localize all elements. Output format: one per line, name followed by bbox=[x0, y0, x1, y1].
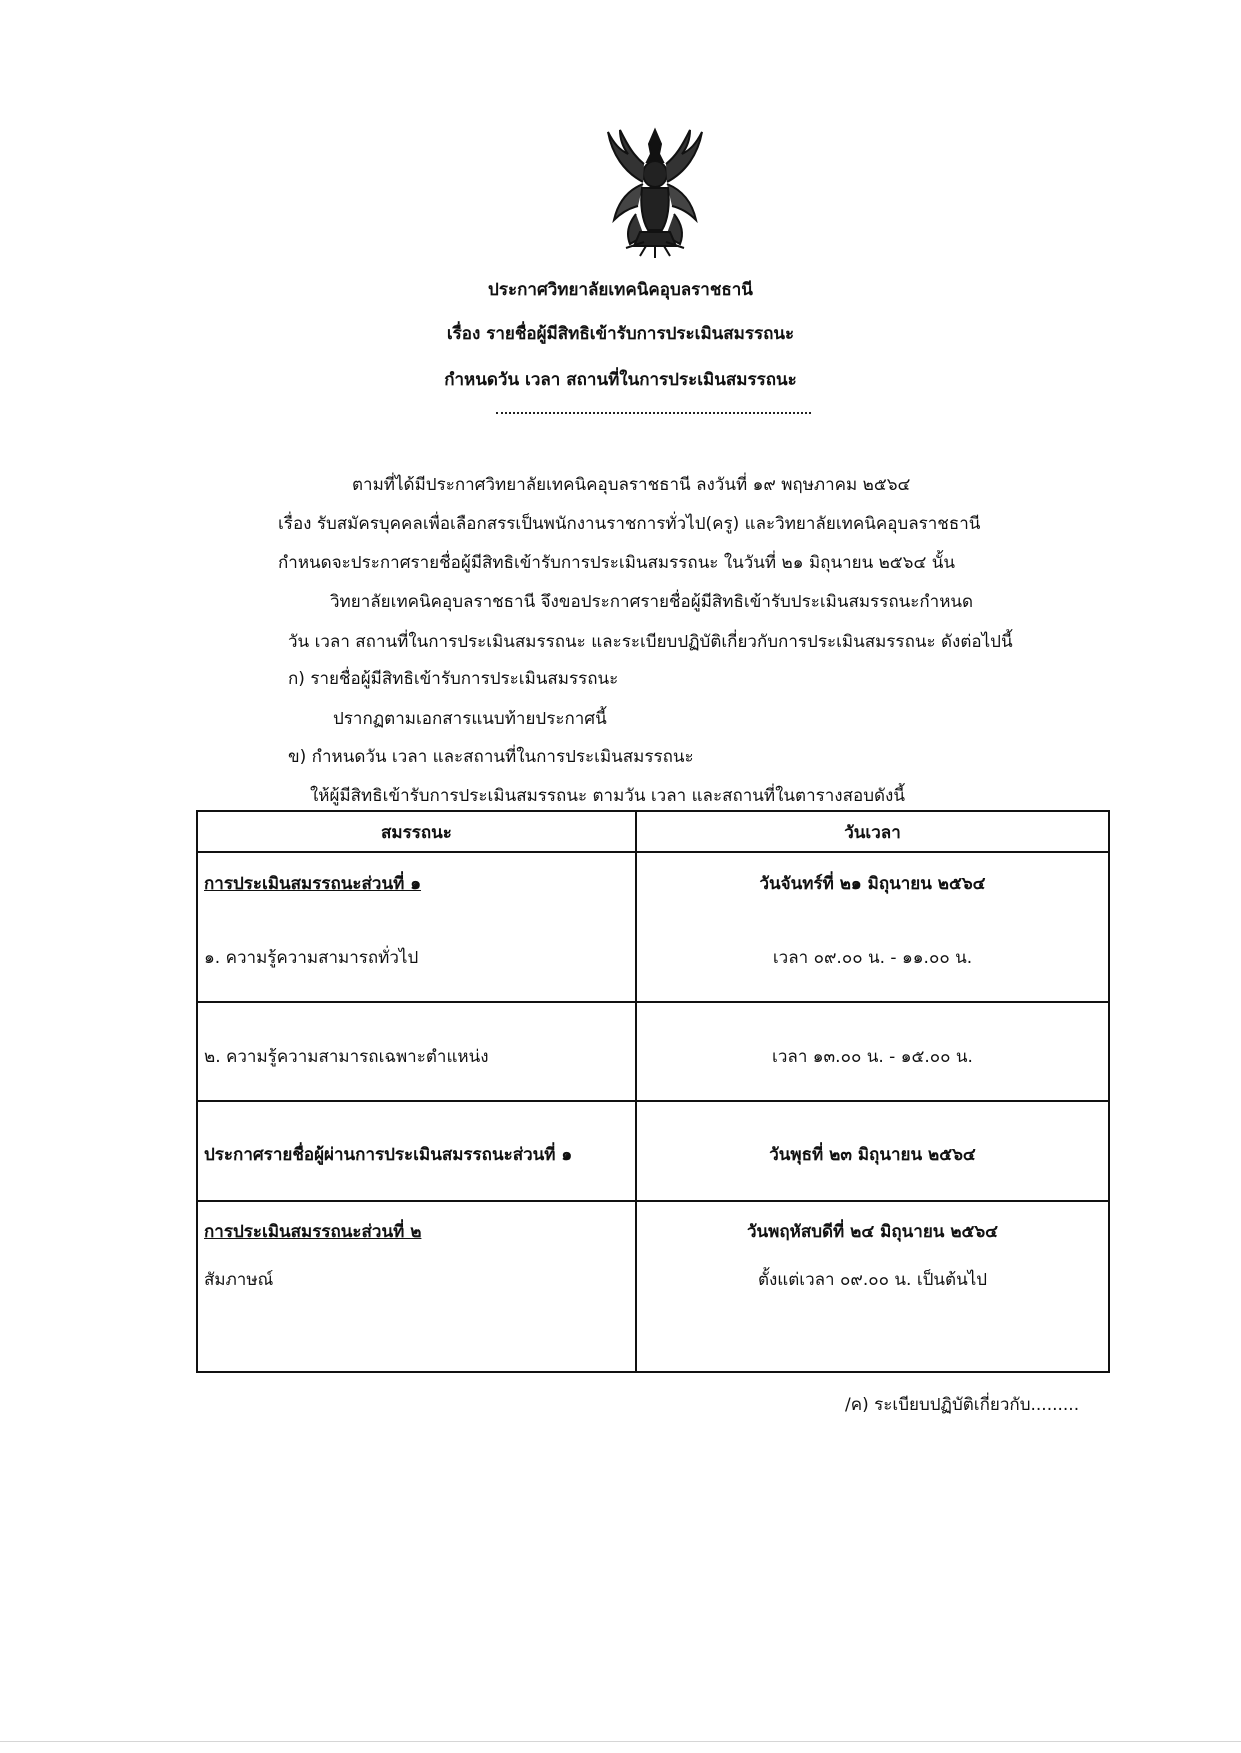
item-b-detail: ให้ผู้มีสิทธิเข้ารับการประเมินสมรรถนะ ตามวัน เวลา และสถานที่ในตารางสอบดังนี้ bbox=[310, 786, 905, 806]
part1-item1: ๑. ความรู้ความสามารถทั่วไป bbox=[204, 948, 419, 968]
item-a-detail: ปรากฏตามเอกสารแนบท้ายประกาศนี้ bbox=[333, 709, 607, 729]
announcement-subject: เรื่อง รายชื่อผู้มีสิทธิเข้ารับการประเมินสมรรถนะ bbox=[446, 324, 795, 344]
scan-edge-line bbox=[0, 1741, 1241, 1742]
part1-title: การประเมินสมรรถนะส่วนที่ ๑ bbox=[204, 874, 422, 894]
paragraph1-line3: กำหนดจะประกาศรายชื่อผู้มีสิทธิเข้ารับการประเมินสมรรถนะ ในวันที่ ๒๑ มิถุนายน ๒๕๖๔ นั้น bbox=[278, 553, 955, 573]
paragraph2-line2: วัน เวลา สถานที่ในการประเมินสมรรถนะ และระเบียบปฏิบัติเกี่ยวกับการประเมินสมรรถนะ ดังต่อไปนี้ bbox=[288, 632, 1013, 652]
table-row-divider bbox=[198, 1100, 1108, 1102]
part2-date: วันพฤหัสบดีที่ ๒๔ มิถุนายน ๒๕๖๔ bbox=[746, 1222, 999, 1242]
announcement-subject-line2: กำหนดวัน เวลา สถานที่ในการประเมินสมรรถนะ bbox=[444, 370, 797, 390]
part1-item2: ๒. ความรู้ความสามารถเฉพาะตำแหน่ง bbox=[204, 1047, 489, 1067]
paragraph2-line1: วิทยาลัยเทคนิคอุบลราชธานี จึงขอประกาศรายชื่อผู้มีสิทธิเข้ารับประเมินสมรรถนะกำหนด bbox=[330, 592, 974, 612]
part2-time: ตั้งแต่เวลา ๐๙.๐๐ น. เป็นต้นไป bbox=[757, 1270, 988, 1290]
announce-results-date: วันพุธที่ ๒๓ มิถุนายน ๒๕๖๔ bbox=[769, 1145, 976, 1165]
announce-results: ประกาศรายชื่อผู้ผ่านการประเมินสมรรถนะส่วนที่ ๑ bbox=[204, 1145, 573, 1165]
part1-item1-time: เวลา ๐๙.๐๐ น. - ๑๑.๐๐ น. bbox=[772, 948, 973, 968]
paragraph1-line1: ตามที่ได้มีประกาศวิทยาลัยเทคนิคอุบลราชธานี ลงวันที่ ๑๙ พฤษภาคม ๒๕๖๔ bbox=[352, 475, 911, 495]
table-row-divider bbox=[198, 1001, 1108, 1003]
item-a: ก) รายชื่อผู้มีสิทธิเข้ารับการประเมินสมรรถนะ bbox=[288, 669, 619, 689]
announcement-title: ประกาศวิทยาลัยเทคนิคอุบลราชธานี bbox=[488, 280, 753, 300]
table-header-competency: สมรรถนะ bbox=[381, 823, 452, 843]
table-header-datetime: วันเวลา bbox=[844, 823, 901, 843]
divider bbox=[496, 412, 811, 414]
part1-item2-time: เวลา ๑๓.๐๐ น. - ๑๕.๐๐ น. bbox=[772, 1047, 973, 1067]
continuation-note: /ค) ระเบียบปฏิบัติเกี่ยวกับ......... bbox=[845, 1395, 1080, 1415]
part1-date: วันจันทร์ที่ ๒๑ มิถุนายน ๒๕๖๔ bbox=[759, 874, 986, 894]
table-header-divider bbox=[198, 851, 1108, 853]
exam-schedule-table bbox=[196, 810, 1110, 1373]
item-b: ข) กำหนดวัน เวลา และสถานที่ในการประเมินสมรรถนะ bbox=[288, 747, 694, 767]
paragraph1-line2: เรื่อง รับสมัครบุคคลเพื่อเลือกสรรเป็นพนักงานราชการทั่วไป(ครู) และวิทยาลัยเทคนิคอุบลราชธานี bbox=[278, 514, 981, 534]
garuda-emblem-icon bbox=[588, 124, 722, 260]
part2-item: สัมภาษณ์ bbox=[204, 1270, 274, 1290]
table-row-divider bbox=[198, 1200, 1108, 1202]
part2-title: การประเมินสมรรถนะส่วนที่ ๒ bbox=[204, 1222, 422, 1242]
